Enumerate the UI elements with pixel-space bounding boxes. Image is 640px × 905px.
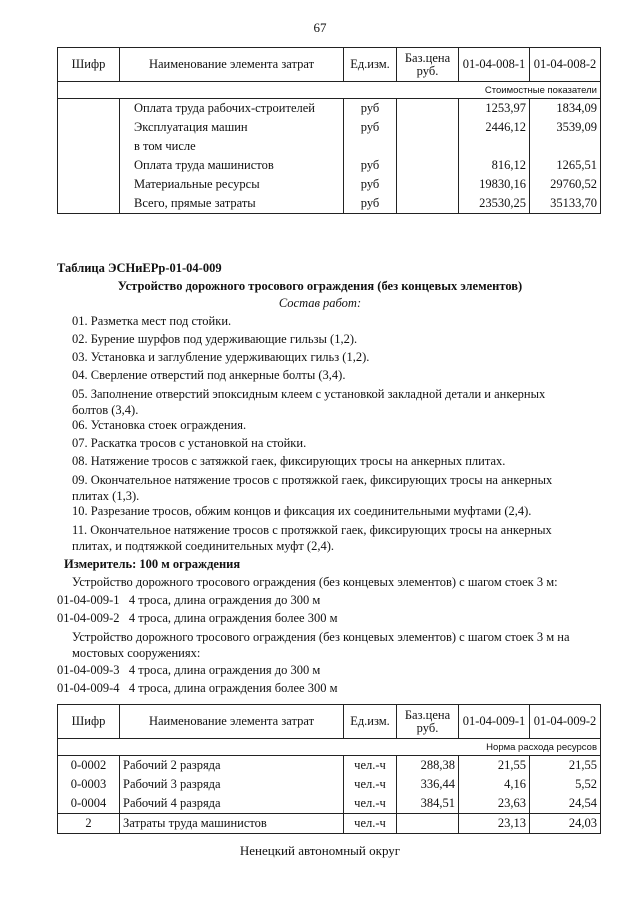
cell-unit: руб: [344, 99, 397, 119]
col-code: Шифр: [58, 48, 120, 82]
cell-v2: 24,54: [530, 794, 601, 814]
cell-code: [58, 99, 120, 119]
cell-name: Оплата труда машинистов: [120, 156, 344, 175]
cell-v2: 35133,70: [530, 194, 601, 214]
cell-code: 0-0002: [58, 756, 120, 776]
cell-code: [58, 175, 120, 194]
table-row: [58, 194, 601, 214]
table-row: [58, 118, 601, 137]
work-item: 08. Натяжение тросов с затяжкой гаек, фиксирующих тросы на анкерных плитах.: [72, 454, 506, 468]
cell-v1: 816,12: [459, 156, 530, 175]
cell-v2: 1834,09: [530, 99, 601, 119]
cell-unit: руб: [344, 156, 397, 175]
item-code: 01-04-009-2: [57, 611, 120, 625]
work-item: 01. Разметка мест под стойки.: [72, 314, 232, 328]
cell-price: 384,51: [397, 794, 459, 814]
cell-price: [397, 175, 459, 194]
cell-unit: чел.-ч: [344, 756, 397, 776]
table-header: [58, 48, 601, 82]
col-008-2: 01-04-008-2: [530, 48, 601, 82]
work-item: 07. Раскатка тросов с установкой на стойки.: [72, 436, 307, 450]
cell-unit: руб: [344, 194, 397, 214]
cell-v1: [459, 137, 530, 156]
cell-price: [397, 194, 459, 214]
cell-v1: 23530,25: [459, 194, 530, 214]
cell-v1: 23,13: [459, 814, 530, 834]
table-subtitle: Устройство дорожного тросового ограждения (без концевых элементов): [117, 279, 523, 293]
col-009-2: 01-04-009-2: [530, 705, 601, 739]
col-name: Наименование элемента затрат: [120, 705, 344, 739]
cell-v2: 5,52: [530, 775, 601, 794]
col-unit: Ед.изм.: [344, 48, 397, 82]
cost-table-008: [57, 47, 601, 214]
col-code: Шифр: [58, 705, 120, 739]
cell-price: [397, 814, 459, 834]
cell-v1: 21,55: [459, 756, 530, 776]
table-row: [58, 175, 601, 194]
group2-text: Устройство дорожного тросового ограждения (без концевых элементов) с шагом стоек 3 м на мостовых сооружениях:: [72, 630, 570, 660]
cell-name: Всего, прямые затраты: [120, 194, 344, 214]
item-text: 4 троса, длина ограждения более 300 м: [128, 611, 338, 625]
meter-label: Измеритель: 100 м ограждения: [64, 557, 241, 571]
cell-code: 2: [58, 814, 120, 834]
cell-v2: 29760,52: [530, 175, 601, 194]
cell-v1: 2446,12: [459, 118, 530, 137]
group2-item: [57, 681, 338, 696]
cell-name: Затраты труда машинистов: [120, 814, 344, 834]
cell-name: Эксплуатация машин: [120, 118, 344, 137]
table-header: [58, 705, 601, 739]
table-row: [58, 775, 601, 794]
group2-item: [57, 663, 320, 678]
subheader: Стоимостные показатели: [58, 82, 601, 99]
table-row: [58, 99, 601, 119]
table-row: [58, 756, 601, 776]
col-unit: Ед.изм.: [344, 705, 397, 739]
cell-unit: чел.-ч: [344, 794, 397, 814]
col-name: Наименование элемента затрат: [120, 48, 344, 82]
work-item: 04. Сверление отверстий под анкерные болты (3,4).: [72, 368, 346, 382]
cell-v2: [530, 137, 601, 156]
work-item: 09. Окончательное натяжение тросов с протяжкой гаек, фиксирующих тросы на анкерных плитах (1,3).: [72, 473, 553, 503]
footer-region: Ненецкий автономный округ: [239, 843, 401, 858]
cell-v1: 4,16: [459, 775, 530, 794]
col-price: Баз.цена руб.: [397, 48, 459, 82]
item-text: 4 троса, длина ограждения до 300 м: [128, 663, 321, 677]
cell-price: [397, 99, 459, 119]
cell-price: [397, 118, 459, 137]
group1-item: [57, 611, 338, 626]
works-title: Состав работ:: [278, 296, 362, 310]
item-code: 01-04-009-4: [57, 681, 120, 695]
cell-name: Рабочий 2 разряда: [120, 756, 344, 776]
cell-code: 0-0003: [58, 775, 120, 794]
subheader: Норма расхода ресурсов: [58, 739, 601, 756]
work-item: 11. Окончательное натяжение тросов с протяжкой гаек, фиксирующих тросы на анкерных плитах, и подтяжкой соединительных муфт (2,4).: [72, 523, 552, 553]
item-code: 01-04-009-3: [57, 663, 120, 677]
table-row: [58, 137, 601, 156]
work-item: 03. Установка и заглубление удерживающих гильз (1,2).: [72, 350, 370, 364]
cell-unit: [344, 137, 397, 156]
table-row: [58, 156, 601, 175]
item-text: 4 троса, длина ограждения до 300 м: [128, 593, 321, 607]
cell-unit: руб: [344, 118, 397, 137]
table-row: [58, 814, 601, 834]
cell-unit: чел.-ч: [344, 814, 397, 834]
cell-code: [58, 194, 120, 214]
cell-v1: 1253,97: [459, 99, 530, 119]
col-price: Баз.цена руб.: [397, 705, 459, 739]
cell-unit: чел.-ч: [344, 775, 397, 794]
cell-v2: 1265,51: [530, 156, 601, 175]
cell-name: Материальные ресурсы: [120, 175, 344, 194]
cell-v1: 19830,16: [459, 175, 530, 194]
cell-name: в том числе: [120, 137, 344, 156]
cell-price: [397, 137, 459, 156]
col-008-1: 01-04-008-1: [459, 48, 530, 82]
group1-text: Устройство дорожного тросового ограждения (без концевых элементов) с шагом стоек 3 м:: [72, 575, 558, 589]
col-009-1: 01-04-009-1: [459, 705, 530, 739]
cell-price: [397, 156, 459, 175]
cell-name: Оплата труда рабочих-строителей: [120, 99, 344, 119]
work-item: 02. Бурение шурфов под удерживающие гильзы (1,2).: [72, 332, 358, 346]
cell-v2: 21,55: [530, 756, 601, 776]
cell-unit: руб: [344, 175, 397, 194]
cell-name: Рабочий 4 разряда: [120, 794, 344, 814]
item-text: 4 троса, длина ограждения более 300 м: [128, 681, 338, 695]
cell-v2: 3539,09: [530, 118, 601, 137]
table-title: Таблица ЭСНиЕРр-01-04-009: [57, 261, 222, 275]
resource-table-009: [57, 704, 601, 834]
cell-price: 288,38: [397, 756, 459, 776]
work-item: 06. Установка стоек ограждения.: [72, 418, 247, 432]
page-number: 67: [313, 20, 327, 35]
cell-code: [58, 137, 120, 156]
cell-code: [58, 156, 120, 175]
table-row: [58, 794, 601, 814]
work-item: 05. Заполнение отверстий эпоксидным клеем с установкой закладной детали и анкерных болтов (3,4).: [72, 387, 546, 417]
cell-v1: 23,63: [459, 794, 530, 814]
group1-item: [57, 593, 320, 608]
cell-name: Рабочий 3 разряда: [120, 775, 344, 794]
cell-code: [58, 118, 120, 137]
cell-price: 336,44: [397, 775, 459, 794]
cell-v2: 24,03: [530, 814, 601, 834]
cell-code: 0-0004: [58, 794, 120, 814]
work-item: 10. Разрезание тросов, обжим концов и фиксация их соединительными муфтами (2,4).: [72, 504, 532, 518]
item-code: 01-04-009-1: [57, 593, 120, 607]
